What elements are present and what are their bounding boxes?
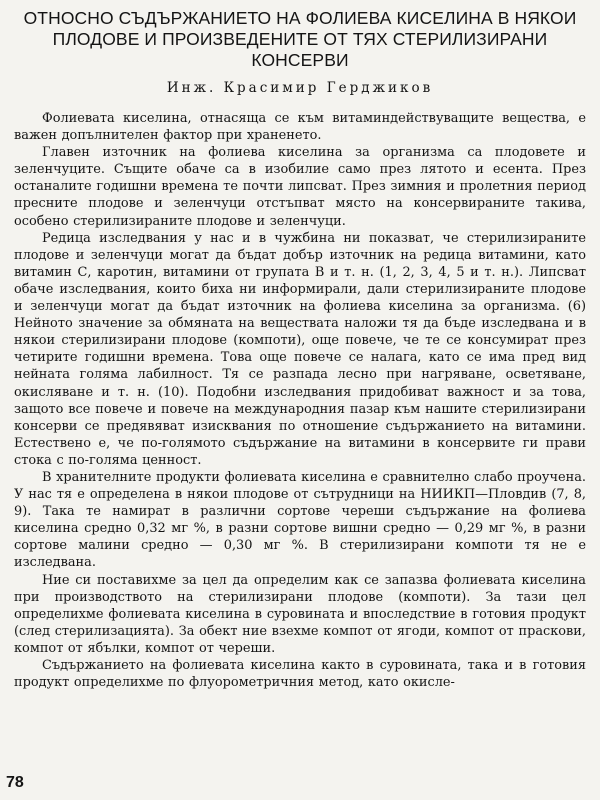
page-number: 78 [6,774,24,791]
article-title: ОТНОСНО СЪДЪРЖАНИЕТО НА ФОЛИЕВА КИСЕЛИНА В НЯКОИ ПЛОДОВЕ И ПРОИЗВЕДЕНИТЕ ОТ ТЯХ СТЕРИЛИЗИРАНИ КОНСЕРВИ [23,8,577,70]
paragraph: Редица изследвания у нас и в чужбина ни показват, че стерилизираните плодове и зеленчуци могат да бъдат добър източник на редица витамини, като витамин С, каротин, витамини от групата В и т. н. (1, 2, 3, 4, 5 и т. н.). Липсват обаче изследвания, които биха ни информирали, дали стерилизираните плодове и зеленчуци могат да бъдат източник на фолиева киселина за организма. (6) Нейното значение за обмяната на веществата наложи тя да бъде изследвана и в някои стерилизирани плодове (компоти), още повече, че те се консумират през четирите годишни времена. Това още повече се налага, като се има пред вид нейната голяма лабилност. Тя се разпада лесно при нагряване, осветяване, окисляване и т. н. (10). Подобни изследвания придобиват важност и за това, защото все повече и повече на международния пазар към нашите стерилизирани консерви се предявяват изисквания по отношение съдържанието на витамини. Естествено е, че по-голямото съдържание на витамини в консервите ги прави стока с по-голяма ценност. [14,230,586,468]
paragraph: Главен източник на фолиева киселина за организма са плодовете и зеленчуците. Същите обаче са в изобилие само през лятото и есента. През останалите годишни времена те почти липсват. През зимния и пролетния период пресните плодове и зеленчуци отстъпват място на консервираните такива, особено стерилизираните плодове и зеленчуци. [14,145,586,229]
article-body [14,110,586,691]
paragraph: В хранителните продукти фолиевата киселина е сравнително слабо проучена. У нас тя е определена в някои плодове от сътрудници на НИИКП—Пловдив (7, 8, 9). Така те намират в различни сортове череши съдържание на фолиева киселина средно 0,32 мг %, в разни сортове вишни средно — 0,29 мг %, в разни сортове малини средно — 0,30 мг %. В стерилизирани компоти тя не е изследвана. [14,469,586,571]
paragraph: Ние си поставихме за цел да определим как се запазва фолиевата киселина при производството на стерилизирани плодове (компоти). За тази цел определихме фолиевата киселина в суровината и впоследствие в готовия продукт (след стерилизацията). За обект ние взехме компот от ягоди, компот от праскови, компот от ябълки, компот от череши. [14,572,586,656]
paragraph: Фолиевата киселина, отнасяща се към витаминдействуващите вещества, е важен допълнителен фактор при храненето. [14,111,586,144]
paragraph: Съдържанието на фолиевата киселина както в суровината, така и в готовия продукт определихме по флуорометричния метод, като окисле- [14,658,586,691]
article-author: Инж. Красимир Герджиков [166,80,434,96]
